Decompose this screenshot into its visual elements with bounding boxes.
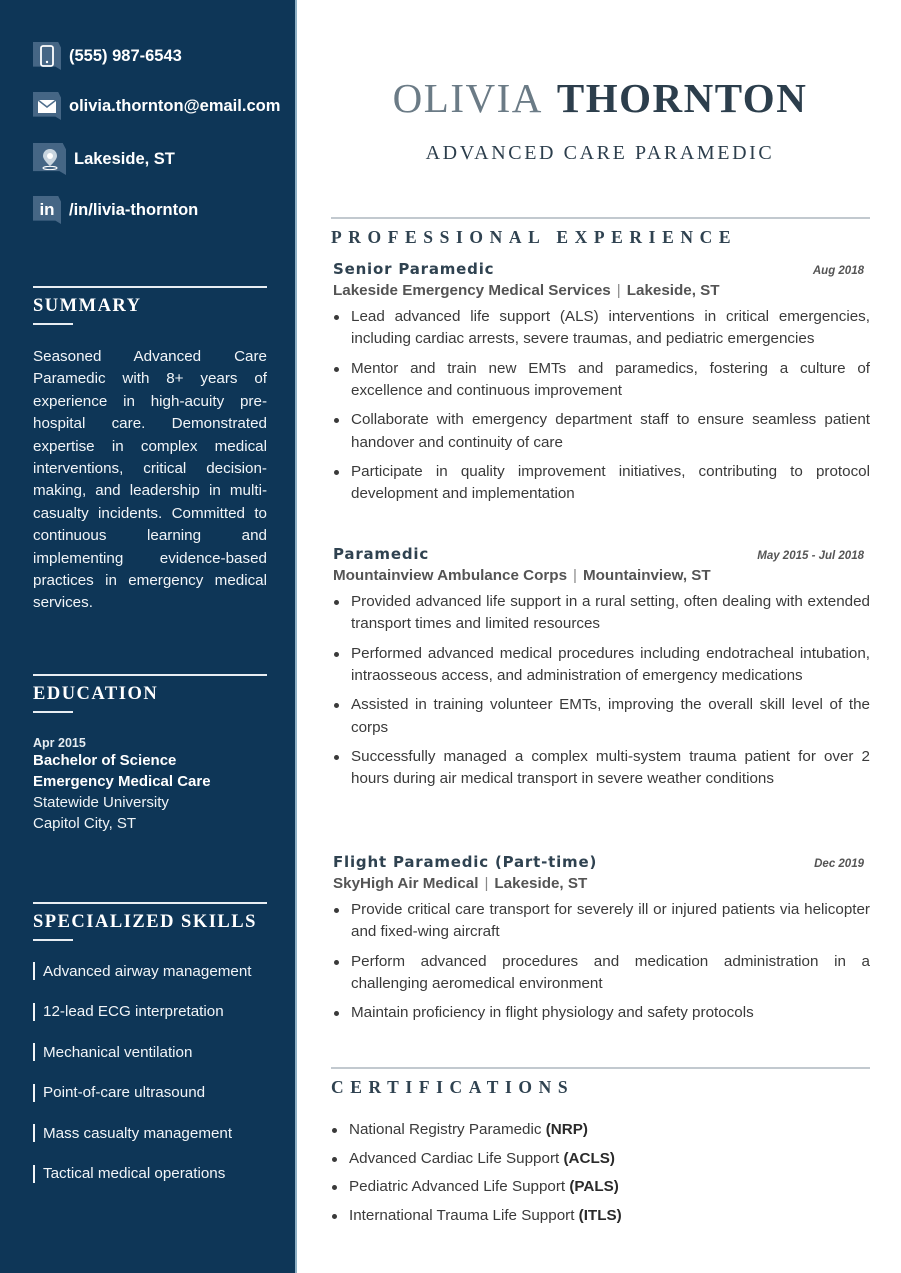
job-date: Aug 2018: [812, 265, 864, 277]
certification-name: Pediatric Advanced Life Support: [349, 1178, 566, 1196]
skills-section: [33, 902, 267, 1194]
job-bullets: [333, 899, 870, 1025]
certification-item: [331, 1205, 870, 1227]
education-field: Emergency Medical Care: [33, 773, 211, 790]
job-company: SkyHigh Air Medical: [333, 875, 479, 892]
job-bullet: Maintain proficiency in flight physiology and safety protocols: [333, 1002, 870, 1024]
certification-item: [331, 1176, 870, 1198]
job-separator: |: [573, 567, 577, 584]
skill-label: Mechanical ventilation: [43, 1043, 193, 1061]
job-bullet: Provided advanced life support in a rural setting, often dealing with extended transport times and limited resources: [333, 591, 870, 636]
skills-list: [33, 951, 267, 1194]
job-title: Paramedic: [333, 545, 430, 563]
job-location: Mountainview, ST: [582, 567, 711, 584]
certification-abbr: (ITLS): [578, 1206, 622, 1224]
certification-abbr: (PALS): [569, 1178, 619, 1196]
job-title: Senior Paramedic: [333, 260, 495, 278]
skill-item: [33, 1113, 267, 1154]
job-entry: [333, 260, 870, 512]
education-section: [33, 674, 267, 834]
skill-item: [33, 1032, 267, 1073]
experience-rule: [331, 217, 870, 219]
email-icon: [33, 92, 61, 120]
skill-bar: [33, 1124, 35, 1142]
education-underline: [33, 711, 73, 713]
skill-bar: [33, 1084, 35, 1102]
contact-phone: [33, 42, 182, 70]
skill-bar: [33, 1165, 35, 1183]
job-entry: [333, 853, 870, 1031]
education-date: Apr 2015: [33, 736, 86, 750]
job-company: Lakeside Emergency Medical Services: [333, 282, 611, 299]
summary-section: [33, 286, 267, 615]
certification-item: [331, 1148, 870, 1170]
job-bullet: Lead advanced life support (ALS) interventions in critical emergencies, including cardiac arrests, severe traumas, and pediatric emergencies: [333, 306, 870, 351]
certification-abbr: (NRP): [545, 1121, 588, 1138]
contact-email: [33, 92, 280, 120]
skill-label: Point-of-care ultrasound: [43, 1084, 206, 1102]
skill-item: [33, 951, 267, 992]
education-location: Capitol City, ST: [33, 815, 137, 832]
certifications-section: [331, 1067, 870, 1233]
location-text: Lakeside, ST: [74, 149, 175, 168]
job-bullet: Successfully managed a complex multi-system trauma patient for over 2 hours during air medical transport in severe weather conditions: [333, 746, 870, 791]
job-org: [333, 567, 870, 584]
job-role-title: ADVANCED CARE PARAMEDIC: [425, 142, 775, 164]
job-bullet: Assisted in training volunteer EMTs, improving the overall skill level of the corps: [333, 694, 870, 739]
job-title: Flight Paramedic (Part-time): [333, 853, 598, 871]
job-date: Dec 2019: [814, 858, 864, 870]
skills-title: SPECIALIZED SKILLS: [33, 912, 257, 932]
job-bullet: Provide critical care transport for severely ill or injured patients via helicopter and fixed-wing aircraft: [333, 899, 870, 944]
candidate-name: [330, 74, 870, 122]
skill-bar: [33, 962, 35, 980]
first-name: OLIVIA: [392, 75, 543, 121]
job-separator: |: [616, 282, 621, 299]
contact-location: [33, 143, 175, 175]
job-bullet: Mentor and train new EMTs and paramedics, fostering a culture of excellence and continuous improvement: [333, 358, 870, 403]
summary-text: Seasoned Advanced Care Paramedic with 8+ years of experience in high-acuity pre-hospital care. Demonstrated expertise in complex medical interventions, critical decision-making, and leadership in multi-casualty incidents. Committed to continuous learning and implementing evidence-based practices in emergency medical services.: [33, 348, 267, 612]
job-bullet: Collaborate with emergency department staff to ensure seamless patient handover and continuity of care: [333, 409, 870, 454]
job-date: May 2015 - Jul 2018: [757, 550, 864, 562]
job-bullet: Performed advanced medical procedures including endotracheal intubation, intraosseous access, and administration of emergency medications: [333, 643, 870, 688]
last-name: THORNTON: [556, 75, 808, 121]
phone-icon: [33, 42, 61, 70]
certifications-rule: [331, 1067, 870, 1069]
job-company: Mountainview Ambulance Corps: [333, 567, 568, 584]
summary-title: SUMMARY: [33, 296, 142, 316]
job-bullet: Participate in quality improvement initiatives, contributing to protocol development and implementation: [333, 461, 870, 506]
job-entry: [333, 545, 870, 797]
certification-name: Advanced Cardiac Life Support: [349, 1149, 560, 1167]
skill-item: [33, 1073, 267, 1114]
skill-item: [33, 1154, 267, 1195]
certification-name: International Trauma Life Support: [349, 1206, 575, 1224]
summary-rule: [33, 286, 267, 288]
email-text[interactable]: olivia.thornton@email.com: [69, 96, 281, 115]
job-bullets: [333, 591, 870, 791]
job-separator: |: [484, 875, 489, 892]
experience-title: PROFESSIONAL EXPERIENCE: [331, 227, 738, 247]
job-org: [333, 282, 870, 299]
skills-rule: [33, 902, 267, 904]
summary-underline: [33, 323, 73, 325]
skills-underline: [33, 939, 73, 941]
contact-linkedin: [33, 196, 198, 224]
job-location: Lakeside, ST: [626, 282, 720, 299]
certification-item: [331, 1119, 870, 1141]
job-bullet: Perform advanced procedures and medication administration in a challenging aeromedical environment: [333, 951, 870, 996]
skill-label: Advanced airway management: [43, 962, 252, 980]
skill-item: [33, 992, 267, 1033]
linkedin-icon: in: [33, 196, 61, 224]
certifications-title: CERTIFICATIONS: [331, 1077, 575, 1097]
job-bullets: [333, 306, 870, 506]
job-org: [333, 875, 870, 892]
skill-label: Mass casualty management: [43, 1124, 233, 1142]
certification-abbr: (ACLS): [563, 1149, 615, 1167]
education-school: Statewide University: [33, 794, 169, 811]
phone-text[interactable]: (555) 987-6543: [69, 46, 182, 65]
sidebar: [0, 0, 297, 1273]
experience-header: [331, 217, 870, 248]
education-rule: [33, 674, 267, 676]
skill-label: Tactical medical operations: [43, 1165, 226, 1183]
education-degree: Bachelor of Science: [33, 752, 177, 769]
job-location: Lakeside, ST: [494, 875, 588, 892]
linkedin-text[interactable]: /in/livia-thornton: [69, 200, 199, 219]
education-title: EDUCATION: [33, 684, 159, 704]
skill-label: 12-lead ECG interpretation: [43, 1003, 224, 1021]
skill-bar: [33, 1043, 35, 1061]
certification-name: National Registry Paramedic: [349, 1121, 542, 1138]
certifications-list: [331, 1119, 870, 1227]
skill-bar: [33, 1003, 35, 1021]
location-icon: [33, 143, 66, 175]
